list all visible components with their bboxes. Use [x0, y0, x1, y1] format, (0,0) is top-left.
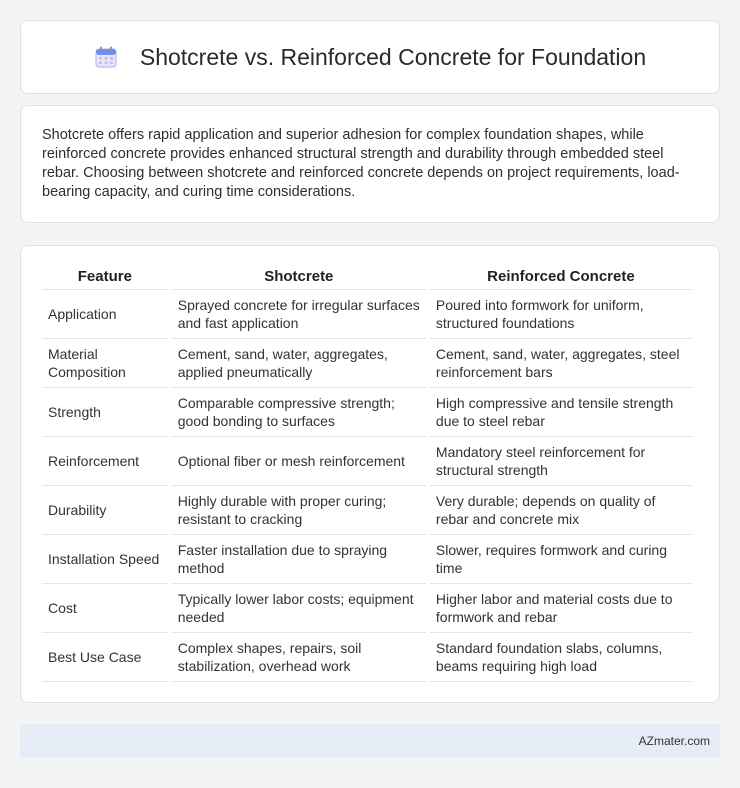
table-row	[42, 339, 692, 388]
table-header-row	[42, 264, 692, 290]
reinforced-cell: Mandatory steel reinforcement for structural strength	[430, 437, 692, 486]
feature-cell: Best Use Case	[42, 633, 168, 682]
title-card	[20, 20, 720, 94]
feature-cell: Material Composition	[42, 339, 168, 388]
page-title: Shotcrete vs. Reinforced Concrete for Foundation	[139, 43, 647, 70]
reinforced-cell: Standard foundation slabs, columns, beams requiring high load	[430, 633, 692, 682]
feature-cell: Application	[42, 290, 168, 339]
header-reinforced-concrete: Reinforced Concrete	[430, 264, 692, 290]
calendar-icon	[94, 45, 118, 69]
feature-cell: Cost	[42, 584, 168, 633]
reinforced-cell: Very durable; depends on quality of rebar and concrete mix	[430, 486, 692, 535]
table-row	[42, 437, 692, 486]
source-label: AZmater.com	[638, 734, 710, 748]
table-row	[42, 388, 692, 437]
feature-cell: Reinforcement	[42, 437, 168, 486]
table-row	[42, 633, 692, 682]
header-shotcrete: Shotcrete	[172, 264, 426, 290]
footer	[20, 724, 720, 758]
reinforced-cell: High compressive and tensile strength due to steel rebar	[430, 388, 692, 437]
header-feature: Feature	[42, 264, 168, 290]
intro-card	[20, 105, 720, 223]
table-row	[42, 290, 692, 339]
comparison-table-card	[20, 245, 720, 703]
intro-text: Shotcrete offers rapid application and superior adhesion for complex foundation shapes, while reinforced concrete provides enhanced structural strength and durability through embedded steel rebar. Choosing between shotcrete and reinforced concrete depends on project requirements, load-bearing capacity, and curing time considerations.	[42, 127, 680, 200]
reinforced-cell: Poured into formwork for uniform, structured foundations	[430, 290, 692, 339]
table-row	[42, 535, 692, 584]
shotcrete-cell: Complex shapes, repairs, soil stabilization, overhead work	[172, 633, 426, 682]
shotcrete-cell: Optional fiber or mesh reinforcement	[172, 437, 426, 486]
shotcrete-cell: Sprayed concrete for irregular surfaces and fast application	[172, 290, 426, 339]
table-row	[42, 486, 692, 535]
shotcrete-cell: Faster installation due to spraying method	[172, 535, 426, 584]
feature-cell: Durability	[42, 486, 168, 535]
feature-cell: Strength	[42, 388, 168, 437]
reinforced-cell: Slower, requires formwork and curing time	[430, 535, 692, 584]
shotcrete-cell: Highly durable with proper curing; resistant to cracking	[172, 486, 426, 535]
shotcrete-cell: Typically lower labor costs; equipment needed	[172, 584, 426, 633]
feature-cell: Installation Speed	[42, 535, 168, 584]
shotcrete-cell: Cement, sand, water, aggregates, applied pneumatically	[172, 339, 426, 388]
reinforced-cell: Higher labor and material costs due to formwork and rebar	[430, 584, 692, 633]
comparison-table	[38, 264, 696, 682]
table-row	[42, 584, 692, 633]
shotcrete-cell: Comparable compressive strength; good bonding to surfaces	[172, 388, 426, 437]
reinforced-cell: Cement, sand, water, aggregates, steel reinforcement bars	[430, 339, 692, 388]
